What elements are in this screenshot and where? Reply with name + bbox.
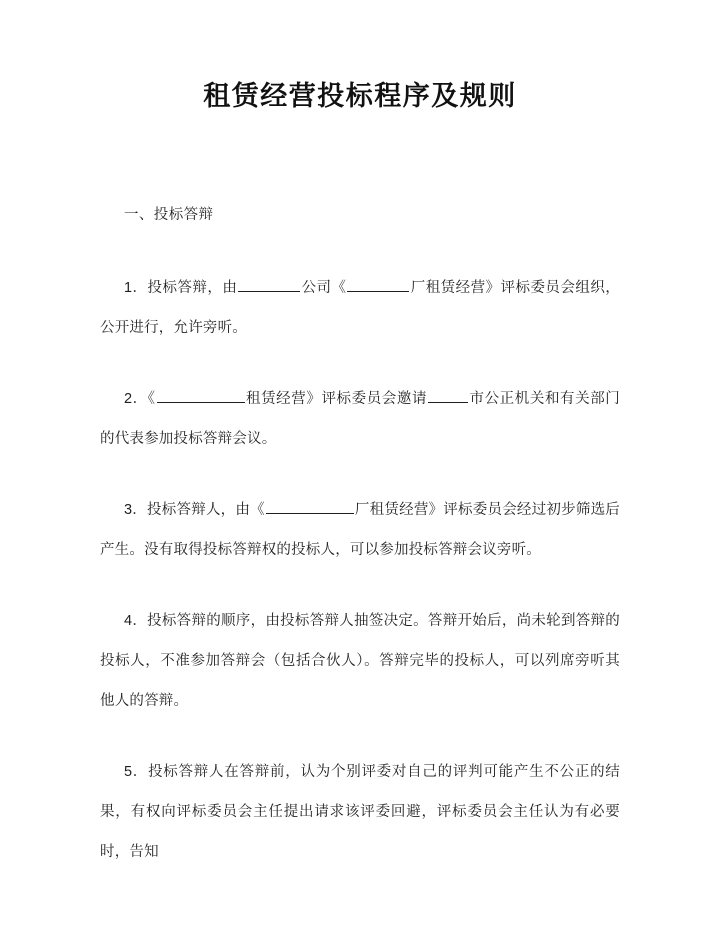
- item-text-segment: 投标答辩，由: [147, 279, 238, 296]
- list-item: [100, 490, 620, 570]
- item-text-segment: 厂租赁经营》评标委员会经过初步筛选后产生。没有取得投标答辩权的投标人，可以参加投标答辩会议旁听。: [100, 501, 620, 558]
- fill-in-blank[interactable]: [157, 388, 245, 403]
- list-item: [100, 601, 620, 721]
- item-number: 2．: [124, 390, 148, 407]
- item-number: 1．: [124, 279, 148, 296]
- document-body: [0, 204, 720, 871]
- item-text-segment: 投标答辩人，由《: [147, 501, 265, 518]
- list-item: [100, 379, 620, 459]
- list-item: [100, 752, 620, 872]
- item-text-segment: 《: [147, 390, 156, 407]
- item-number: 4．: [124, 612, 148, 629]
- item-text-segment: 投标答辩的顺序，由投标答辩人抽签决定。答辩开始后，尚未轮到答辩的投标人，不准参加答辩会（包括合伙人）。答辩完毕的投标人，可以列席旁听其他人的答辩。: [100, 612, 620, 709]
- page-title: 租赁经营投标程序及规则: [203, 81, 517, 111]
- item-number: 3．: [124, 501, 148, 518]
- section-heading-bid-defense: 一、投标答辩: [124, 207, 214, 224]
- fill-in-blank[interactable]: [238, 277, 300, 292]
- fill-in-blank[interactable]: [347, 277, 409, 292]
- item-text-segment: 租赁经营》评标委员会邀请: [245, 390, 428, 407]
- fill-in-blank[interactable]: [428, 388, 468, 403]
- item-text-segment: 公司《: [301, 279, 347, 296]
- list-item: [100, 268, 620, 348]
- item-text-segment: 市公正机关和有关部门的代表参加投标答辩会议。: [100, 390, 621, 447]
- item-number: 5．: [124, 763, 149, 780]
- fill-in-blank[interactable]: [266, 499, 354, 514]
- item-text-segment: 厂租赁经营》评标委员会组织，公开进行，允许旁听。: [100, 279, 620, 336]
- item-text-segment: 投标答辩人在答辩前，认为个别评委对自己的评判可能产生不公正的结果，有权向评标委员会主任提出请求该评委回避，评标委员会主任认为有必要时，告知: [100, 763, 621, 860]
